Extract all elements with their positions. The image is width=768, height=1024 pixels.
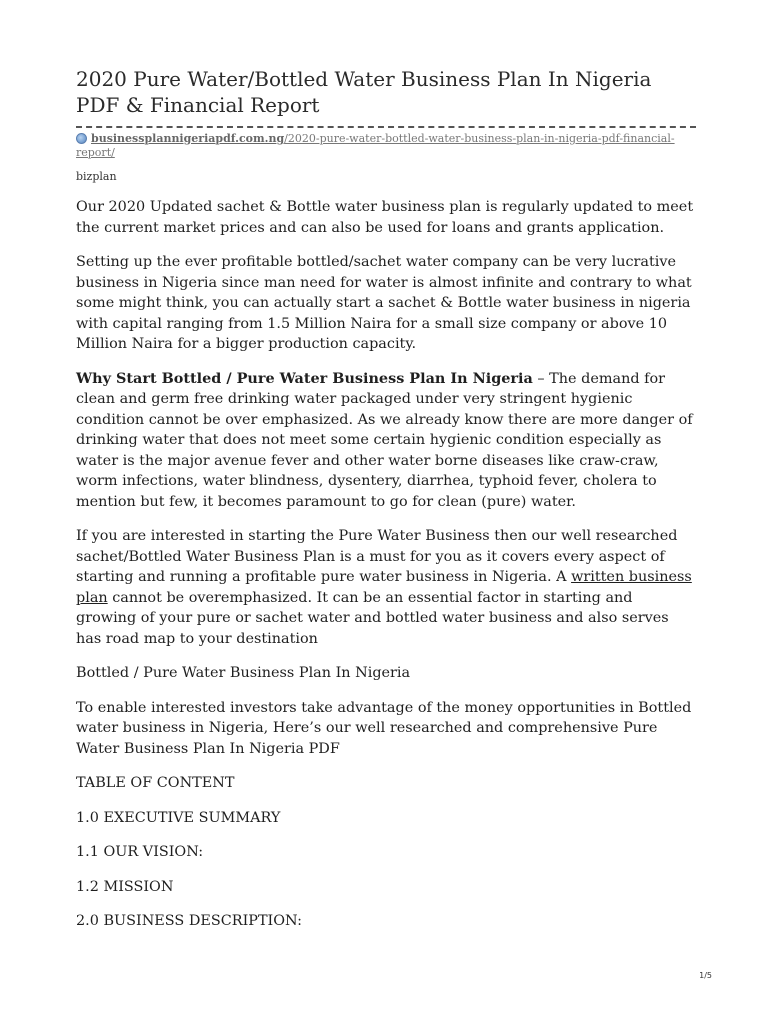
written-business-plan-link[interactable]: written business plan bbox=[76, 569, 692, 606]
page-title: 2020 Pure Water/Bottled Water Business Plan In Nigeria PDF & Financial Report bbox=[76, 67, 652, 117]
interest-text-before: If you are interested in starting the Pure Water Business then our well researched sachet/Bottled Water Business Plan is a must for you as it covers every aspect of starting and running a profitable pure water business in Nigeria. A bbox=[76, 528, 678, 585]
source-path[interactable]: /2020-pure-water-bottled-water-business-plan-in-nigeria-pdf-financial-report/ bbox=[76, 132, 675, 159]
why-start-heading: Why Start Bottled / Pure Water Business Plan In Nigeria bbox=[76, 369, 533, 387]
paragraph-intro: Our 2020 Updated sachet & Bottle water business plan is regularly updated to meet the current market prices and can also be used for loans and grants application. bbox=[76, 199, 694, 236]
paragraph-setup: Setting up the ever profitable bottled/sachet water company can be very lucrative business in Nigeria since man need for water is almost infinite and contrary to what some might think, you can actually start a sachet & Bottle water business in nigeria with capital ranging from 1.5 Million Naira for a small size company or above 10 Million Naira for a bigger production capacity. bbox=[76, 254, 692, 352]
toc-item: 2.0 BUSINESS DESCRIPTION: bbox=[76, 913, 302, 929]
toc-item: 1.1 OUR VISION: bbox=[76, 844, 204, 860]
toc-item: 1.2 MISSION bbox=[76, 878, 174, 895]
paragraph-why-start bbox=[76, 369, 696, 513]
paragraph-enable: To enable interested investors take advantage of the money opportunities in Bottled water business in Nigeria, Here’s our well researched and comprehensive Pure Water Business Plan In Nigeria PDF bbox=[76, 699, 692, 757]
title-divider bbox=[76, 126, 696, 128]
globe-icon bbox=[76, 133, 87, 144]
source-url[interactable] bbox=[76, 132, 696, 160]
toc-heading: TABLE OF CONTENT bbox=[76, 775, 235, 791]
document-page bbox=[76, 66, 696, 946]
paragraph-plan-title: Bottled / Pure Water Business Plan In Nigeria bbox=[76, 665, 411, 681]
page-number: 1/5 bbox=[699, 971, 712, 980]
why-start-text: – The demand for clean and germ free drinking water packaged under very stringent hygienic condition cannot be over emphasized. As we already know there are more danger of drinking water that does not meet some certain hygienic condition especially as water is the major avenue fever and other water borne diseases like craw-craw, worm infections, water blindness, dysentery, diarrhea, typhoid fever, cholera to mention but few, it becomes paramount to go for clean (pure) water. bbox=[76, 370, 693, 510]
article-body bbox=[76, 197, 696, 932]
paragraph-interest bbox=[76, 526, 696, 649]
interest-text-after: cannot be overemphasized. It can be an essential factor in starting and growing of your pure or sachet water and bottled water business and also serves has road map to your destination bbox=[76, 589, 669, 647]
source-domain[interactable]: businessplannigeriapdf.com.ng bbox=[91, 132, 285, 145]
toc-item: 1.0 EXECUTIVE SUMMARY bbox=[76, 809, 281, 826]
author-name: bizplan bbox=[76, 170, 117, 183]
